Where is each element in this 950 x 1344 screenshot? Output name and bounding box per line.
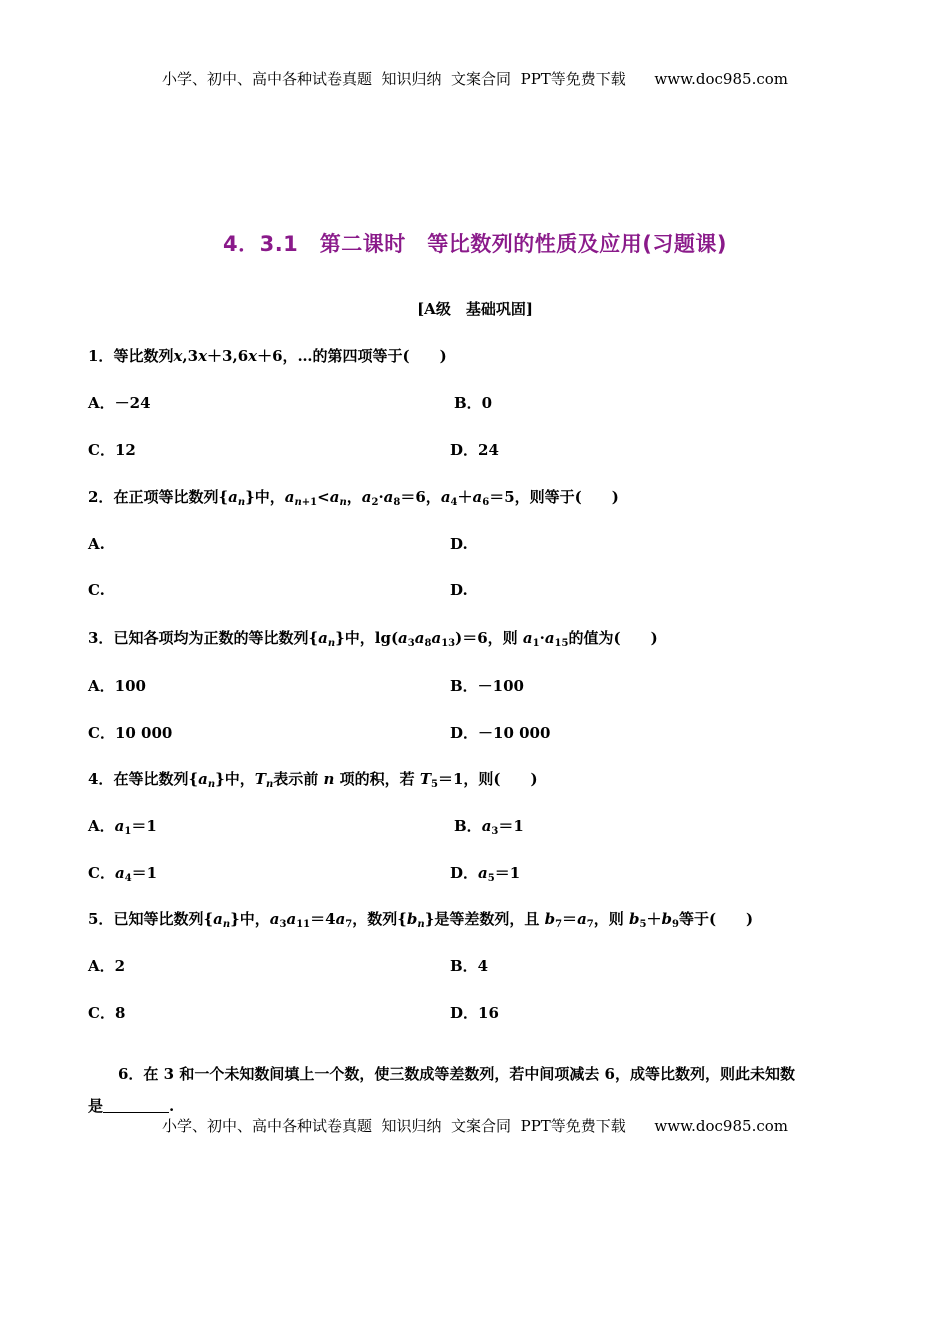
q4-option-a: A．$a_1=1$ [88,817,157,837]
q4-text: 表示前 [273,770,324,788]
q1-var: x [173,347,183,365]
question-4: 4．在等比数列$\{a_n\}$中，$T_n$表示前 n 项的积，若 $T_5=1$，则( ) [88,770,538,790]
q4-number: 4． [88,770,114,788]
q1-text: ＋3,6 [207,347,249,365]
q5-text: ，数列{ [352,910,407,928]
section-level: [A级 基础巩固] [417,300,533,318]
q3-text: 的值为( ) [568,629,658,647]
question-6: 6．在 3 和一个未知数间填上一个数，使三数成等差数列，若中间项减去 6，成等比数列，则此未知数 [118,1065,795,1083]
q5-text: 等于( ) [678,910,754,928]
q5-text: ＝ [562,910,578,928]
q4-option-c: C．$a_4=1$ [88,864,158,884]
question-6-cont [88,1095,174,1116]
q2-number: 2． [88,488,114,506]
q3-option-a: A．100 [88,677,146,695]
q3-number: 3． [88,629,114,647]
q4-text: }中， [215,770,255,788]
q3-text: }中，lg( [335,629,399,647]
q1-number: 1． [88,347,114,365]
question-5: 5．已知等比数列$\{a_n\}$中，$a_3a_{11}=4a_7$，数列$\{b_n\}$是等差数列，且 $b_7=a_7$，则 $b_5+b_9$等于( ) [88,910,754,930]
q1-var: x [198,347,208,365]
q2-option-b: D. [450,535,468,553]
q5-option-d: D．16 [450,1004,499,1022]
q6-text: 是 [88,1097,104,1115]
q2-text: ＝6， [400,488,441,506]
q1-text: ＋6，…的第四项等于( ) [257,347,447,365]
q3-option-d: D．－10 000 [450,724,551,742]
q1-option-c: C．12 [88,441,136,459]
q4-text: 项的积，若 [334,770,420,788]
q2-text: 在正项等比数列{ [113,488,229,506]
q5-number: 5． [88,910,114,928]
q1-text: ,3 [182,347,199,365]
question-2: 2．在正项等比数列$\{a_n\}$中，$a_{n+1}<a_n$，$a_2\cdot a_8=6$，$a_4+a_6=5$，则等于( ) [88,488,619,508]
q5-text: ＋ [646,910,662,928]
q3-option-b: B．－100 [450,677,524,695]
answer-blank[interactable] [103,1100,169,1113]
q5-option-a: A．2 [88,957,126,975]
q3-option-c: C．10 000 [88,724,173,742]
q2-option-a: A. [88,535,105,553]
question-3: 3．已知各项均为正数的等比数列$\{a_n\}$中，$\lg(a_3a_8a_{13})=6$，则 $a_1\cdot a_{15}$的值为( ) [88,629,658,649]
q1-text: 等比数列 [113,347,174,365]
q4-option-d: D．$a_5=1$ [450,864,521,884]
q1-var: x [248,347,258,365]
q3-text: )＝6，则 [455,629,523,647]
q2-text: ＋ [457,488,473,506]
q4-text: 在等比数列{ [113,770,199,788]
q2-var: a [228,488,238,506]
q5-text: ＝4 [310,910,336,928]
q4-option-b: B．$a_3=1$ [454,817,524,837]
q6-text: . [169,1097,175,1115]
q5-text: }是等差数列，且 [424,910,545,928]
q1-option-d: D．24 [450,441,499,459]
q2-sub: n [237,497,246,508]
q5-text: }中， [230,910,270,928]
q5-option-c: C．8 [88,1004,126,1022]
q2-option-d: D. [450,581,468,599]
page-title: 4．3.1 第二课时 等比数列的性质及应用(习题课) [222,232,727,256]
q2-option-c: C. [88,581,105,599]
q5-text: ，则 [593,910,629,928]
q4-var: T [254,770,266,788]
q2-text: }中， [245,488,285,506]
q5-text: 已知等比数列{ [113,910,214,928]
q5-option-b: B．4 [450,957,489,975]
page-header: 小学、初中、高中各种试卷真题 知识归纳 文案合同 PPT等免费下载 www.doc985.com [161,70,788,88]
q2-text: < [317,488,330,506]
q2-text: ＝5，则等于( ) [489,488,619,506]
q4-text: ＝1，则( ) [437,770,538,788]
q5-var: b [406,910,418,928]
q1-option-a: A．－24 [88,394,151,412]
page-footer: 小学、初中、高中各种试卷真题 知识归纳 文案合同 PPT等免费下载 www.doc985.com [161,1117,788,1135]
q1-option-b: B．0 [454,394,493,412]
question-1 [88,345,447,366]
q3-text: 已知各项均为正数的等比数列{ [113,629,319,647]
